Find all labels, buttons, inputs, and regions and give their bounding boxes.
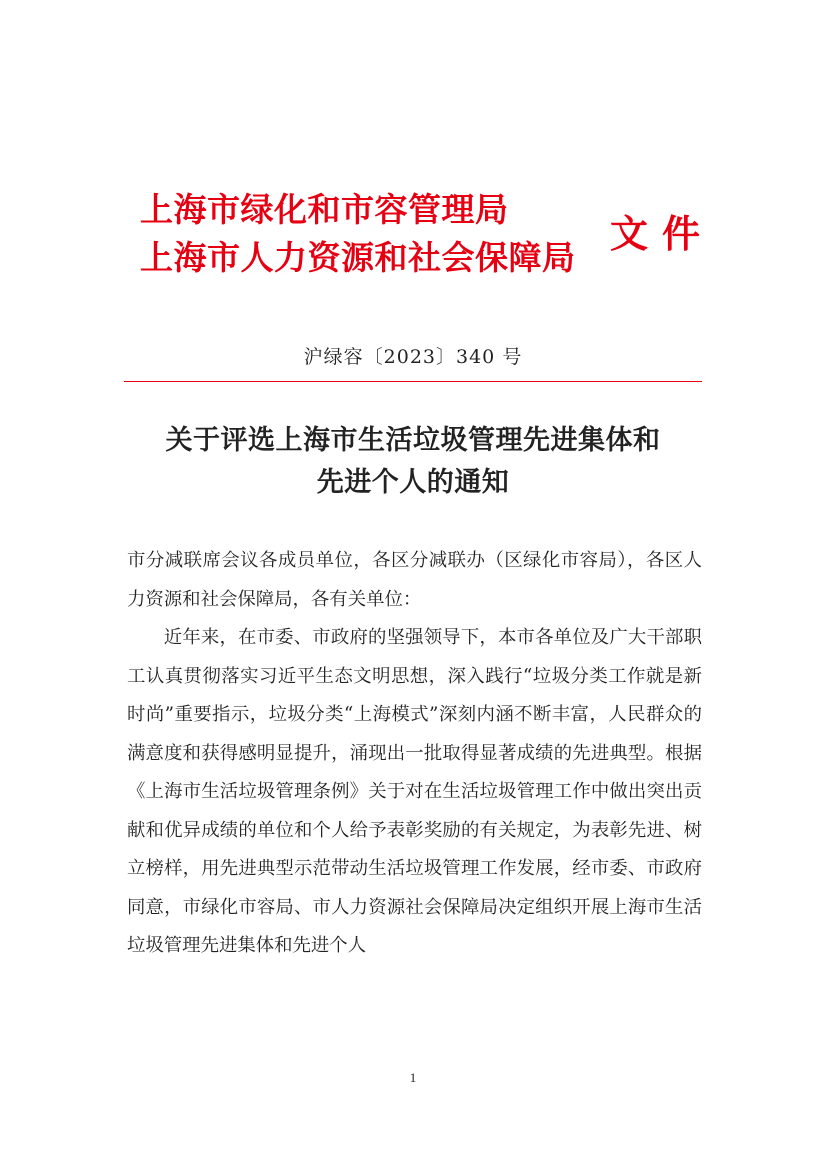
- document-title: [100, 420, 726, 504]
- issuer-names: [140, 186, 590, 282]
- title-line-2: 先进个人的通知: [316, 467, 510, 498]
- document-number: 沪绿容〔2023〕340 号: [303, 346, 523, 368]
- document-header: [140, 186, 715, 286]
- body-paragraph: 近年来，在市委、市政府的坚强领导下，本市各单位及广大干部职工认真贯彻落实习近平生态文明思想，深入践行“垃圾分类工作就是新时尚”重要指示，垃圾分类“上海模式”深刻内涵不断丰富，人民群众的满意度和获得感明显提升，涌现出一批取得显著成绩的先进典型。根据《上海市生活垃圾管理条例》关于对在生活垃圾管理工作中做出突出贡献和优异成绩的单位和个人给予表彰奖励的有关规定，为表彰先进、树立榜样，用先进典型示范带动生活垃圾管理工作发展，经市委、市政府同意，市绿化市容局、市人力资源社会保障局决定组织开展上海市生活垃圾管理先进集体和先进个人: [127, 627, 702, 956]
- issuer-name-hr-bureau: 上海市人力资源和社会保障局: [140, 238, 576, 277]
- addressee-paragraph: 市分减联席会议各成员单位，各区分减联办（区绿化市容局），各区人力资源和社会保障局，各有关单位：: [127, 550, 702, 610]
- page-number: 1: [409, 1070, 417, 1085]
- title-line-1: 关于评选上海市生活垃圾管理先进集体和: [165, 425, 661, 456]
- document-word: 文件: [610, 211, 715, 256]
- issuer-name-greening-bureau: 上海市绿化和市容管理局: [140, 190, 509, 229]
- document-body: [127, 542, 702, 966]
- red-separator-line: [124, 381, 702, 382]
